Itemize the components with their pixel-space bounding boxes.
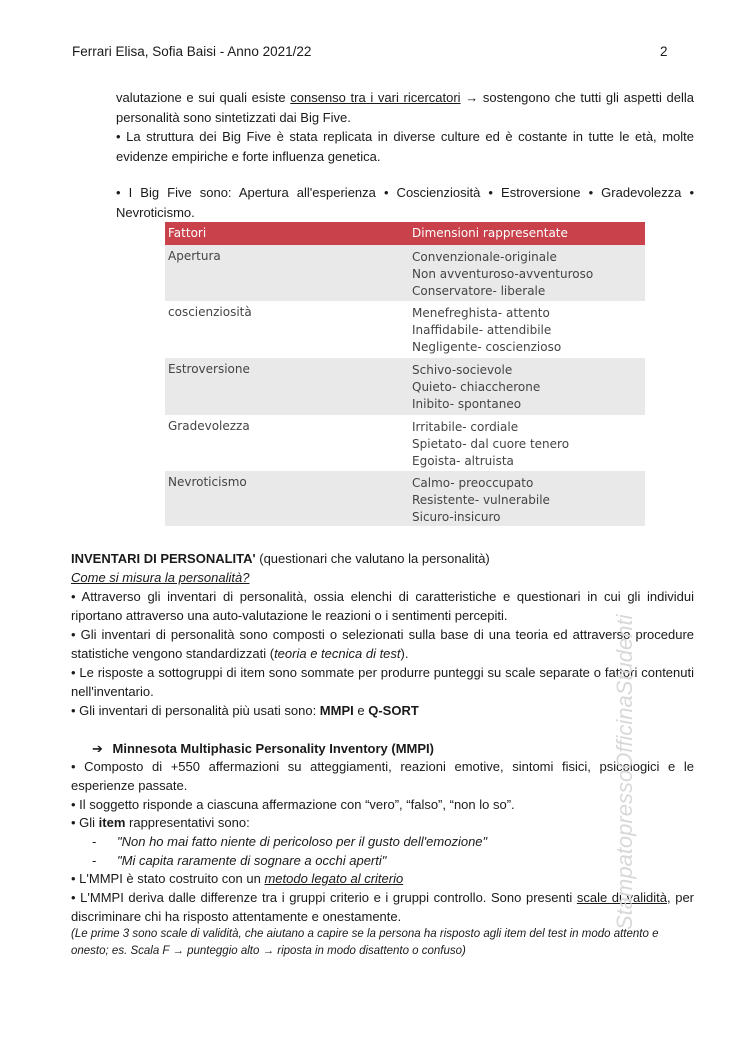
inventari-bullet-1: • Attraverso gli inventari di personalità, ossia elenchi di caratteristiche e questionari in cui gli individui riportano attraverso una auto-valutazione le reazioni o i sentimenti percepiti. <box>71 589 694 623</box>
big-five-table <box>165 222 645 526</box>
dash: - <box>92 834 97 849</box>
table-row: Apertura Convenzionale-originale Non avventuroso-avventuroso Conservatore- liberale <box>165 245 645 301</box>
header-authors: Ferrari Elisa, Sofia Baisi - Anno 2021/22 <box>72 44 312 59</box>
underlined-phrase: consenso tra i vari ricercatori <box>290 90 461 105</box>
section-question: Come si misura la personalità? <box>71 570 250 585</box>
mmpi-bullet-2: • Il soggetto risponde a ciascuna affermazione con “vero”, “falso”, “non lo so”. <box>71 797 515 812</box>
intro-paragraph-3: • I Big Five sono: Apertura all'esperienza • Coscienziosità • Estroversione • Gradevolezza • Nevroticismo. <box>116 185 694 220</box>
intro-paragraph-2: • La struttura dei Big Five è stata replicata in diverse culture ed è costante in tutte le età, molte evidenze empiriche e forte influenza genetica. <box>116 129 694 164</box>
mmpi-heading: ➔ Minnesota Multiphasic Personality Inventory (MMPI) <box>92 741 434 756</box>
mmpi-bullet-5: • L'MMPI deriva dalle differenze tra i gruppi criterio e i gruppi controllo. Sono presenti scale di validità, per discriminare chi ha risposto attentamente e onestamente. <box>71 890 695 924</box>
mmpi-example-1: - "Non ho mai fatto niente di pericoloso per il gusto dell'emozione" <box>92 834 488 849</box>
table-row: coscienziosità Menefreghista- attento Inaffidabile- attendibile Negligente- coscienzioso <box>168 305 562 354</box>
mmpi-example-2: - "Mi capita raramente di sognare a occhi aperti" <box>92 853 387 868</box>
section-heading-inventari: INVENTARI DI PERSONALITA' (questionari che valutano la personalità) <box>71 551 490 566</box>
inventari-bullet-2: • Gli inventari di personalità sono composti o selezionati sulla base di una teoria ed attraverso procedure statistiche vengono standardizzati (teoria e tecnica di test). <box>71 627 694 661</box>
table-row: Nevroticismo Calmo- preoccupato Resistente- vulnerabile Sicuro-insicuro <box>165 471 645 526</box>
mmpi-bullet-4: • L'MMPI è stato costruito con un metodo legato al criterio <box>71 871 404 886</box>
page-number: 2 <box>660 44 668 59</box>
dash: - <box>92 853 97 868</box>
arrow-icon: ➔ <box>92 741 103 756</box>
inventari-bullet-3: • Le risposte a sottogruppi di item sono sommate per produrre punteggi su scale separate o fattori contenuti nell'inventario. <box>71 665 694 699</box>
table-row: Estroversione Schivo-socievole Quieto- chiaccherone Inibito- spontaneo <box>165 358 645 415</box>
table-header-factor: Fattori <box>168 226 207 240</box>
table-row: Gradevolezza Irritabile- cordiale Spietato- dal cuore tenero Egoista- altruista <box>168 419 570 468</box>
watermark: StampatopressoOfficinaStudenti <box>612 614 637 930</box>
intro-paragraph-1: valutazione e sui quali esiste consenso tra i vari ricercatori → sostengono che tutti gli aspetti della personalità sono sintetizzati dai Big Five. <box>116 90 694 125</box>
table-header <box>165 222 645 245</box>
inventari-bullet-4: • Gli inventari di personalità più usati sono: MMPI e Q-SORT <box>71 703 419 718</box>
mmpi-bullet-3: • Gli item rappresentativi sono: <box>71 815 250 830</box>
mmpi-bullet-1: • Composto di +550 affermazioni su atteggiamenti, reazioni emotive, sintomi fisici, psicologici e le esperienze passate. <box>71 759 694 793</box>
mmpi-note: (Le prime 3 sono scale di validità, che aiutano a capire se la persona ha risposto agli item del test in modo attento e onesto; es. Scala F → punteggio alto → riposta in modo disattento o confuso) <box>71 928 659 957</box>
table-header-dimensions: Dimensioni rappresentate <box>412 226 568 240</box>
